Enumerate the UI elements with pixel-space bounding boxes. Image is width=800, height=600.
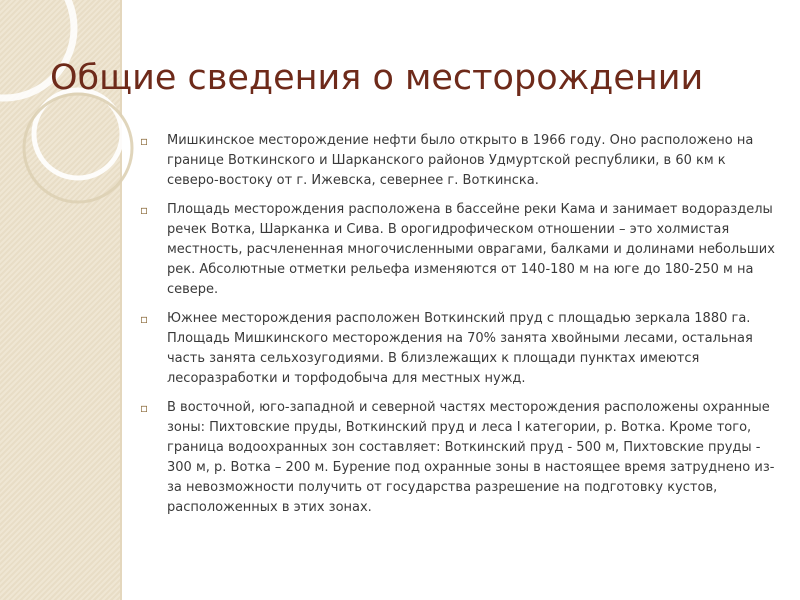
paragraph-text: Мишкинское месторождение нефти было открыто в 1966 году. Оно расположено на границе Воткинского и Шарканского районов Удмуртской республики, в 60 км к северо-востоку от г. Ижевска, севернее г. Воткинска. (167, 133, 754, 188)
list-item (140, 398, 780, 518)
bullet-icon: ▫ (140, 401, 149, 415)
bullet-list (140, 131, 780, 527)
list-item (140, 309, 780, 389)
list-item (140, 200, 780, 300)
slide-title: Общие сведения о месторождении (50, 58, 704, 98)
paragraph-text: Площадь месторождения расположена в бассейне реки Кама и занимает водоразделы речек Вотка, Шарканка и Сива. В орогидрофическом отношении – это холмистая местность, расчлененная многочисленными оврагами, балками и долинами небольших рек. Абсолютные отметки рельефа изменяются от 140-180 м на юге до 180-250 м на севере. (167, 202, 775, 297)
bullet-icon: ▫ (140, 312, 149, 326)
paragraph-text: Южнее месторождения расположен Воткинский пруд с площадью зеркала 1880 га. Площадь Мишкинского месторождения на 70% занята хвойными лесами, остальная часть занята сельхозугодиями. В близлежащих к площади пунктах имеются лесоразработки и торфодобыча для местных нужд. (167, 311, 753, 386)
list-item (140, 131, 780, 191)
paragraph-text: В восточной, юго-западной и северной частях месторождения расположены охранные зоны: Пихтовские пруды, Воткинский пруд и леса I категории, р. Вотка. Кроме того, граница водоохранных зон составляет: Воткинский пруд - 500 м, Пихтовские пруды - 300 м, р. Вотка – 200 м. Бурение под охранные зоны в настоящее время затруднено из-за невозможности получить от государства разрешение на подготовку кустов, расположенных в этих зонах. (167, 400, 775, 515)
bullet-icon: ▫ (140, 134, 149, 148)
bullet-icon: ▫ (140, 203, 149, 217)
